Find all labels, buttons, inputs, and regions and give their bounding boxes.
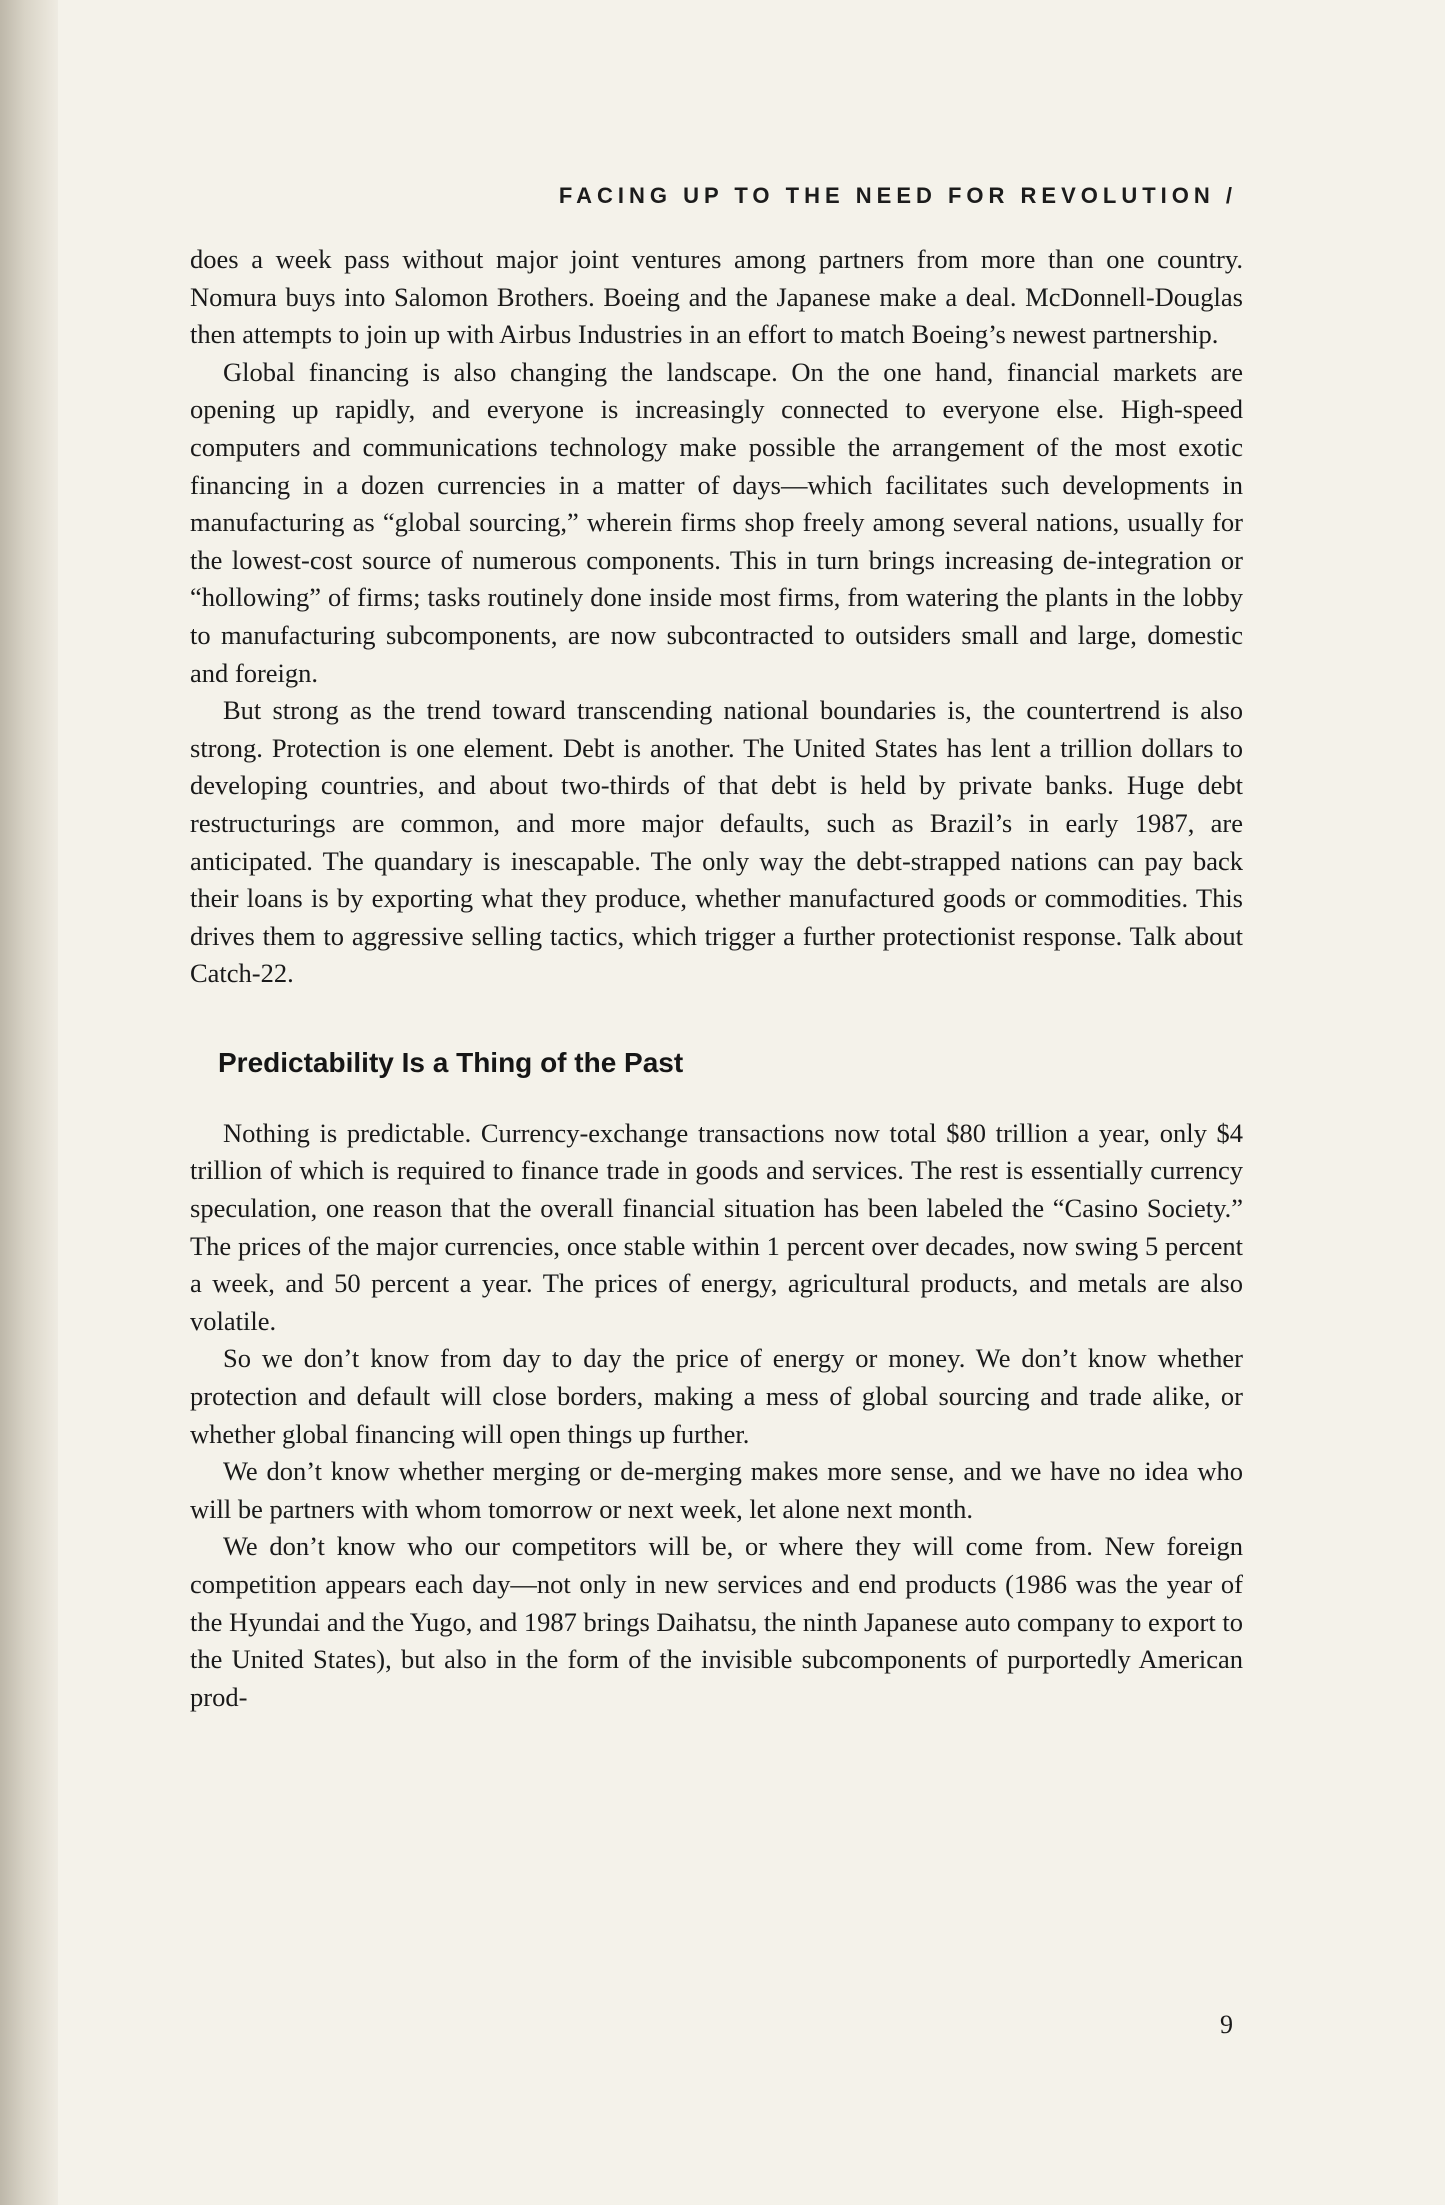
paragraph-nothing-predictable: Nothing is predictable. Currency-exchange transactions now total $80 trillion a year, only $4 trillion of which is required to finance trade in goods and services. The rest is essentially currency speculation, one reason that the overall financial situation has been labeled the “Casino Society.” The prices of the major currencies, once stable within 1 percent over decades, now swing 5 percent a week, and 50 percent a year. The prices of energy, agricultural products, and metals are also volatile. — [190, 1117, 1243, 1336]
running-head: FACING UP TO THE NEED FOR REVOLUTION / — [558, 183, 1237, 208]
book-page — [58, 0, 1445, 2205]
paragraph-merging: We don’t know whether merging or de-merging makes more sense, and we have no idea who will be partners with whom tomorrow or next week, let alone next month. — [190, 1456, 1243, 1524]
paragraph-countertrend: But strong as the trend toward transcending national boundaries is, the countertrend is also strong. Protection is one element. Debt is another. The United States has lent a trillion dollars to developing countries, and about two-thirds of that debt is held by private banks. Huge debt restructurings are common, and more major defaults, such as Brazil’s in early 1987, are anticipated. The quandary is inescapable. The only way the debt-strapped nations can pay back their loans is by exporting what they produce, whether manufactured goods or commodities. This drives them to aggressive selling tactics, which trigger a further protectionist response. Talk about Catch-22. — [190, 695, 1243, 989]
paragraph-energy-money: So we don’t know from day to day the price of energy or money. We don’t know whether protection and default will close borders, making a mess of global sourcing and trade alike, or whether global financing will open things up further. — [190, 1343, 1243, 1449]
section-heading: Predictability Is a Thing of the Past — [218, 1046, 684, 1078]
book-spine-shadow — [0, 0, 62, 2205]
paragraph-competitors: We don’t know who our competitors will be, or where they will come from. New foreign competition appears each day—not only in new services and end products (1986 was the year of the Hyundai and the Yugo, and 1987 brings Daihatsu, the ninth Japanese auto company to export to the United States), but also in the form of the invisible subcomponents of purportedly American prod- — [190, 1531, 1243, 1712]
body-text — [190, 241, 1243, 1716]
paragraph-global-financing: Global financing is also changing the landscape. On the one hand, financial markets are opening up rapidly, and everyone is increasingly connected to everyone else. High-speed computers and communications technology make possible the arrangement of the most exotic financing in a dozen currencies in a matter of days—which facilitates such developments in manufacturing as “global sourcing,” wherein firms shop freely among several nations, usually for the lowest-cost source of numerous components. This in turn brings increasing de-integration or “hollowing” of firms; tasks routinely done inside most firms, from watering the plants in the lobby to manufacturing subcomponents, are now subcontracted to outsiders small and large, domestic and foreign. — [190, 356, 1243, 688]
page-number: 9 — [1220, 2010, 1233, 2039]
paragraph-continued: does a week pass without major joint ventures among partners from more than one country. Nomura buys into Salomon Brothers. Boeing and the Japanese make a deal. McDonnell-Douglas then attempts to join up with Airbus Industries in an effort to match Boeing’s newest partnership. — [190, 244, 1243, 350]
